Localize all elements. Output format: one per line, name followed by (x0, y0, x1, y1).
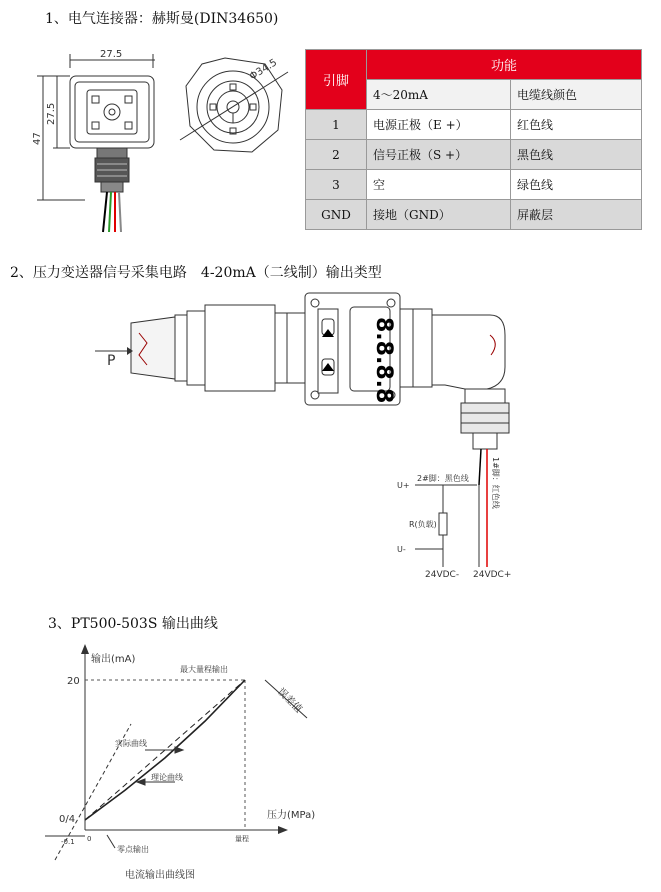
x-axis-label: 压力(MPa) (267, 810, 316, 821)
section3-title: 3、PT500-503S 输出曲线 (48, 616, 218, 632)
pin-cell: GND (306, 200, 367, 230)
col-color: 电缆线颜色 (511, 80, 642, 110)
signal-cell: 电源正极（E +） (367, 110, 511, 140)
table-row (306, 170, 642, 200)
v-plus-label: 24VDC+ (473, 570, 512, 580)
pin-cell: 1 (306, 110, 367, 140)
x-tick-label: -0.1 (61, 838, 75, 846)
section1-title: 1、电气连接器：赫斯曼(DIN34650) (45, 11, 279, 27)
connector-top-drawing (170, 50, 300, 170)
dim-inner: 27.5 (46, 102, 57, 125)
color-cell: 绿色线 (511, 170, 642, 200)
annotation-max: 最大量程输出 (180, 665, 228, 674)
annotation-error: 误差值 (274, 686, 304, 716)
pin-cell: 3 (306, 170, 367, 200)
annotation-theory: 理论曲线 (151, 773, 183, 782)
dim-width: 27.5 (100, 49, 123, 60)
x-tick-label: 量程 (235, 835, 249, 843)
dim-diameter: Φ34.5 (247, 57, 280, 83)
table-row (306, 140, 642, 170)
u-minus-label: U- (397, 545, 406, 554)
dim-height: 47 (32, 132, 43, 145)
u-plus-label: U+ (397, 481, 410, 490)
signal-cell: 空 (367, 170, 511, 200)
pin-cell: 2 (306, 140, 367, 170)
signal-cell: 信号正极（S +） (367, 140, 511, 170)
x-tick-label: 0 (87, 835, 92, 843)
signal-cell: 接地（GND） (367, 200, 511, 230)
pin-table (305, 49, 642, 230)
y-tick-label: 20 (67, 676, 80, 687)
annotation-zero: 零点输出 (117, 845, 149, 854)
table-row (306, 110, 642, 140)
annotation-actual: 实际曲线 (115, 739, 147, 748)
color-cell: 红色线 (511, 110, 642, 140)
table-row (306, 200, 642, 230)
load-label: R(负载) (409, 520, 437, 529)
pin2-label: 2#脚：黑色线 (417, 474, 469, 483)
color-cell: 屏蔽层 (511, 200, 642, 230)
color-cell: 黑色线 (511, 140, 642, 170)
output-curve-chart (45, 640, 365, 890)
connector-side-drawing (25, 40, 155, 240)
v-minus-label: 24VDC- (425, 570, 460, 580)
pin-header: 引脚 (306, 50, 367, 110)
col-signal: 4～20mA (367, 80, 511, 110)
function-header: 功能 (367, 50, 642, 80)
chart-caption: 电流输出曲线图 (125, 870, 195, 881)
y-axis-label: 输出(mA) (91, 654, 136, 665)
pin1-label: 1#脚：红色线 (491, 457, 500, 509)
section2-title: 2、压力变送器信号采集电路 4-20mA（二线制）输出类型 (10, 265, 382, 281)
transmitter-circuit-drawing (95, 285, 535, 585)
pressure-label: P (107, 353, 116, 369)
y-tick-label: 0/4 (59, 814, 76, 825)
display-digits: 8.8.8.8 (371, 317, 396, 404)
